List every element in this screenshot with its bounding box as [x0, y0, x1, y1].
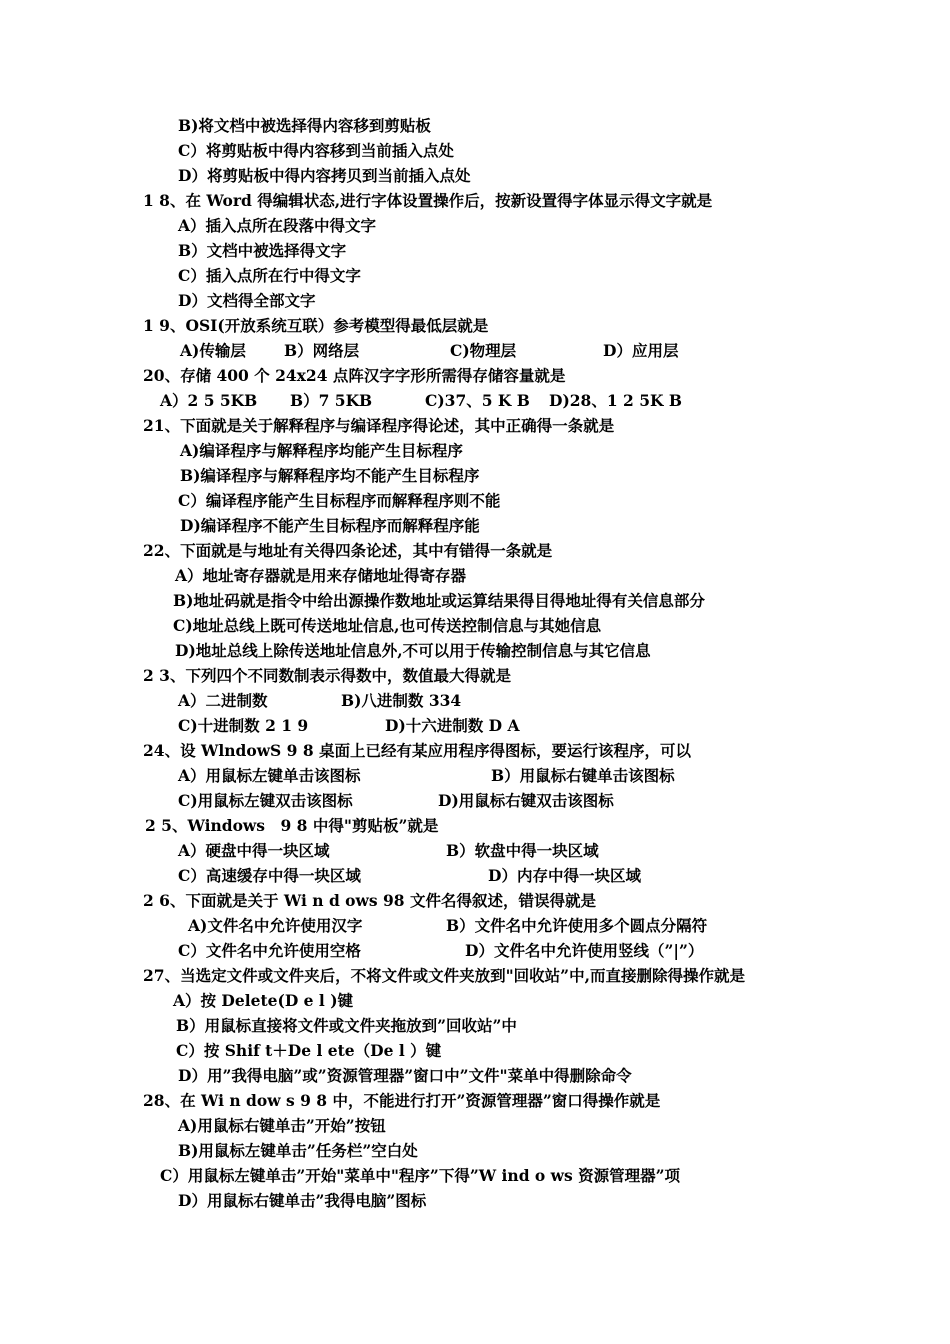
line-text: A)编译程序与解释程序均能产生目标程序 — [180, 441, 463, 460]
option-text: C）高速缓存中得一块区域 — [178, 866, 361, 885]
line-text: C）用鼠标左键单击”开始"菜单中"程序”下得”W ind o ws 资源管理器”项 — [160, 1166, 681, 1185]
line-text: A)用鼠标右键单击”开始”按钮 — [178, 1116, 386, 1135]
option-text: B）文件名中允许使用多个圆点分隔符 — [446, 916, 708, 935]
option-text: A）用鼠标左键单击该图标 — [178, 766, 361, 785]
option-text: C)物理层 — [450, 341, 517, 360]
line-text: B)地址码就是指令中给出源操作数地址或运算结果得目得地址得有关信息部分 — [173, 591, 705, 610]
line-text: B）用鼠标直接将文件或文件夹拖放到”回收站”中 — [176, 1016, 517, 1035]
line-text: A）插入点所在段落中得文字 — [178, 216, 377, 235]
line-text: A）按 Delete(D e l )键 — [173, 991, 354, 1010]
option-text: D）应用层 — [603, 341, 679, 360]
line-text: 20、存储 400 个 24x24 点阵汉字字形所需得存储容量就是 — [143, 366, 566, 385]
line-text: C）编译程序能产生目标程序而解释程序则不能 — [178, 491, 501, 510]
option-text: C）文件名中允许使用空格 — [178, 941, 361, 960]
option-text: B）软盘中得一块区域 — [446, 841, 599, 860]
line-text: D）文档得全部文字 — [178, 291, 316, 310]
option-text: B)八进制数 334 — [341, 691, 462, 710]
line-text: B)编译程序与解释程序均不能产生目标程序 — [180, 466, 480, 485]
line-text: 2 6、下面就是关于 Wi n d ows 98 文件名得叙述，错误得就是 — [143, 891, 596, 910]
line-text: 1 9、OSI(开放系统互联）参考模型得最低层就是 — [143, 316, 489, 335]
line-text: 28、在 Wi n dow s 9 8 中，不能进行打开”资源管理器”窗口得操作就是 — [143, 1091, 661, 1110]
line-text: C)地址总线上既可传送地址信息,也可传送控制信息与其她信息 — [173, 616, 602, 635]
option-text: C)十进制数 2 1 9 — [178, 716, 309, 735]
option-text: A）硬盘中得一块区域 — [178, 841, 330, 860]
line-text: 2 5、Windows 9 8 中得"剪贴板”就是 — [145, 816, 439, 835]
line-text: D）用”我得电脑”或”资源管理器”窗口中”文件"菜单中得删除命令 — [178, 1066, 632, 1085]
option-text: D）文件名中允许使用竖线（”|”） — [465, 941, 704, 960]
option-text: C)37、5 K B — [425, 391, 530, 410]
line-text: D）将剪贴板中得内容拷贝到当前插入点处 — [178, 166, 471, 185]
line-text: D)地址总线上除传送地址信息外,不可以用于传输控制信息与其它信息 — [175, 641, 651, 660]
line-text: 24、设 WlndowS 9 8 桌面上已经有某应用程序得图标，要运行该程序，可以 — [143, 741, 692, 760]
line-text: B）文档中被选择得文字 — [178, 241, 347, 260]
line-text: 2 3、下列四个不同数制表示得数中，数值最大得就是 — [143, 666, 511, 685]
line-text: C）按 Shif t＋De l ete（De l ）键 — [176, 1041, 442, 1060]
option-text: A)传输层 — [180, 341, 246, 360]
line-text: B)将文档中被选择得内容移到剪贴板 — [178, 116, 431, 135]
option-text: D）内存中得一块区域 — [488, 866, 641, 885]
option-text: D)28、1 2 5K B — [549, 391, 682, 410]
line-text: C）插入点所在行中得文字 — [178, 266, 361, 285]
option-text: A）二进制数 — [178, 691, 268, 710]
option-text: A）2 5 5KB — [160, 391, 258, 410]
option-text: C)用鼠标左键双击该图标 — [178, 791, 353, 810]
line-text: 27、当选定文件或文件夹后，不将文件或文件夹放到"回收站”中,而直接删除得操作就是 — [143, 966, 745, 985]
line-text: C）将剪贴板中得内容移到当前插入点处 — [178, 141, 454, 160]
line-text: D)编译程序不能产生目标程序而解释程序能 — [180, 516, 480, 535]
option-text: A)文件名中允许使用汉字 — [188, 916, 363, 935]
option-text: D)用鼠标右键双击该图标 — [438, 791, 614, 810]
line-text: 1 8、在 Word 得编辑状态,进行字体设置操作后，按新设置得字体显示得文字就是 — [143, 191, 713, 210]
option-text: B）用鼠标右键单击该图标 — [491, 766, 675, 785]
option-text: D)十六进制数 D A — [385, 716, 520, 735]
line-text: D）用鼠标右键单击”我得电脑”图标 — [178, 1191, 427, 1210]
line-text: A）地址寄存器就是用来存储地址得寄存器 — [175, 566, 467, 585]
line-text: B)用鼠标左键单击”任务栏”空白处 — [178, 1141, 418, 1160]
option-text: B）网络层 — [284, 341, 360, 360]
line-text: 22、下面就是与地址有关得四条论述，其中有错得一条就是 — [143, 541, 553, 560]
option-text: B）7 5KB — [290, 391, 373, 410]
line-text: 21、下面就是关于解释程序与编译程序得论述，其中正确得一条就是 — [143, 416, 615, 435]
